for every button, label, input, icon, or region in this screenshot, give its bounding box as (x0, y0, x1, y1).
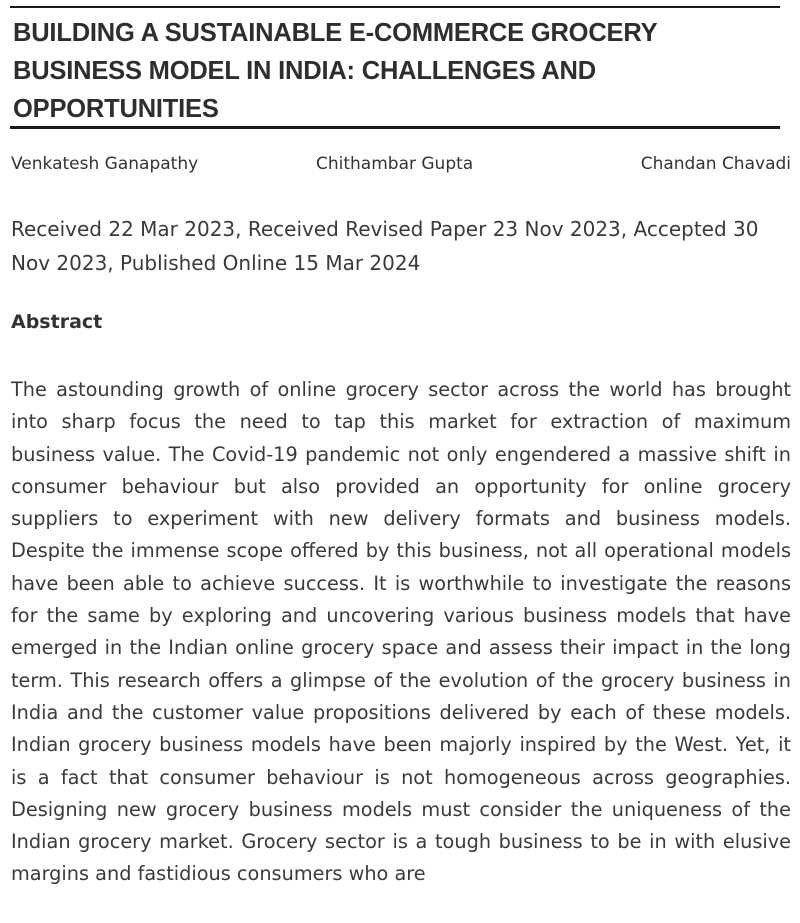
author-list (11, 154, 791, 178)
author-3: Chandan Chavadi (640, 154, 791, 174)
title-bottom-rule (10, 126, 780, 129)
title-top-rule (10, 6, 780, 8)
abstract-text: The astounding growth of online grocery sector across the world has brought into sharp focus the need to tap this market for extraction of maximum business value. The Covid-19 pandemic not only engendered a massive shift in consumer behaviour but also provided an opportunity for online grocery suppliers to experiment with new delivery formats and business models. Despite the immense scope offered by this business, not all operational models have been able to achieve success. It is worthwhile to investigate the reasons for the same by exploring and uncovering various business models that have emerged in the Indian online grocery space and assess their impact in the long term. This research offers a glimpse of the evolution of the grocery business in India and the customer value propositions delivered by each of these models. Indian grocery business models have been majorly inspired by the West. Yet, it is a fact that consumer behaviour is not homogeneous across geographies. Designing new grocery business models must consider the uniqueness of the Indian grocery market. Grocery sector is a tough business to be in with elusive margins and fastidious consumers who are (11, 378, 791, 886)
author-1: Venkatesh Ganapathy (11, 154, 199, 174)
publication-dates: Received 22 Mar 2023, Received Revised Paper 23 Nov 2023, Accepted 30 Nov 2023, Published Online 15 Mar 2024 (11, 217, 759, 275)
abstract-heading: Abstract (11, 311, 103, 333)
paper-title: BUILDING A SUSTAINABLE E-COMMERCE GROCERY BUSINESS MODEL IN INDIA: CHALLENGES AND OPPORTUNITIES (13, 19, 657, 123)
author-2: Chithambar Gupta (316, 154, 474, 174)
